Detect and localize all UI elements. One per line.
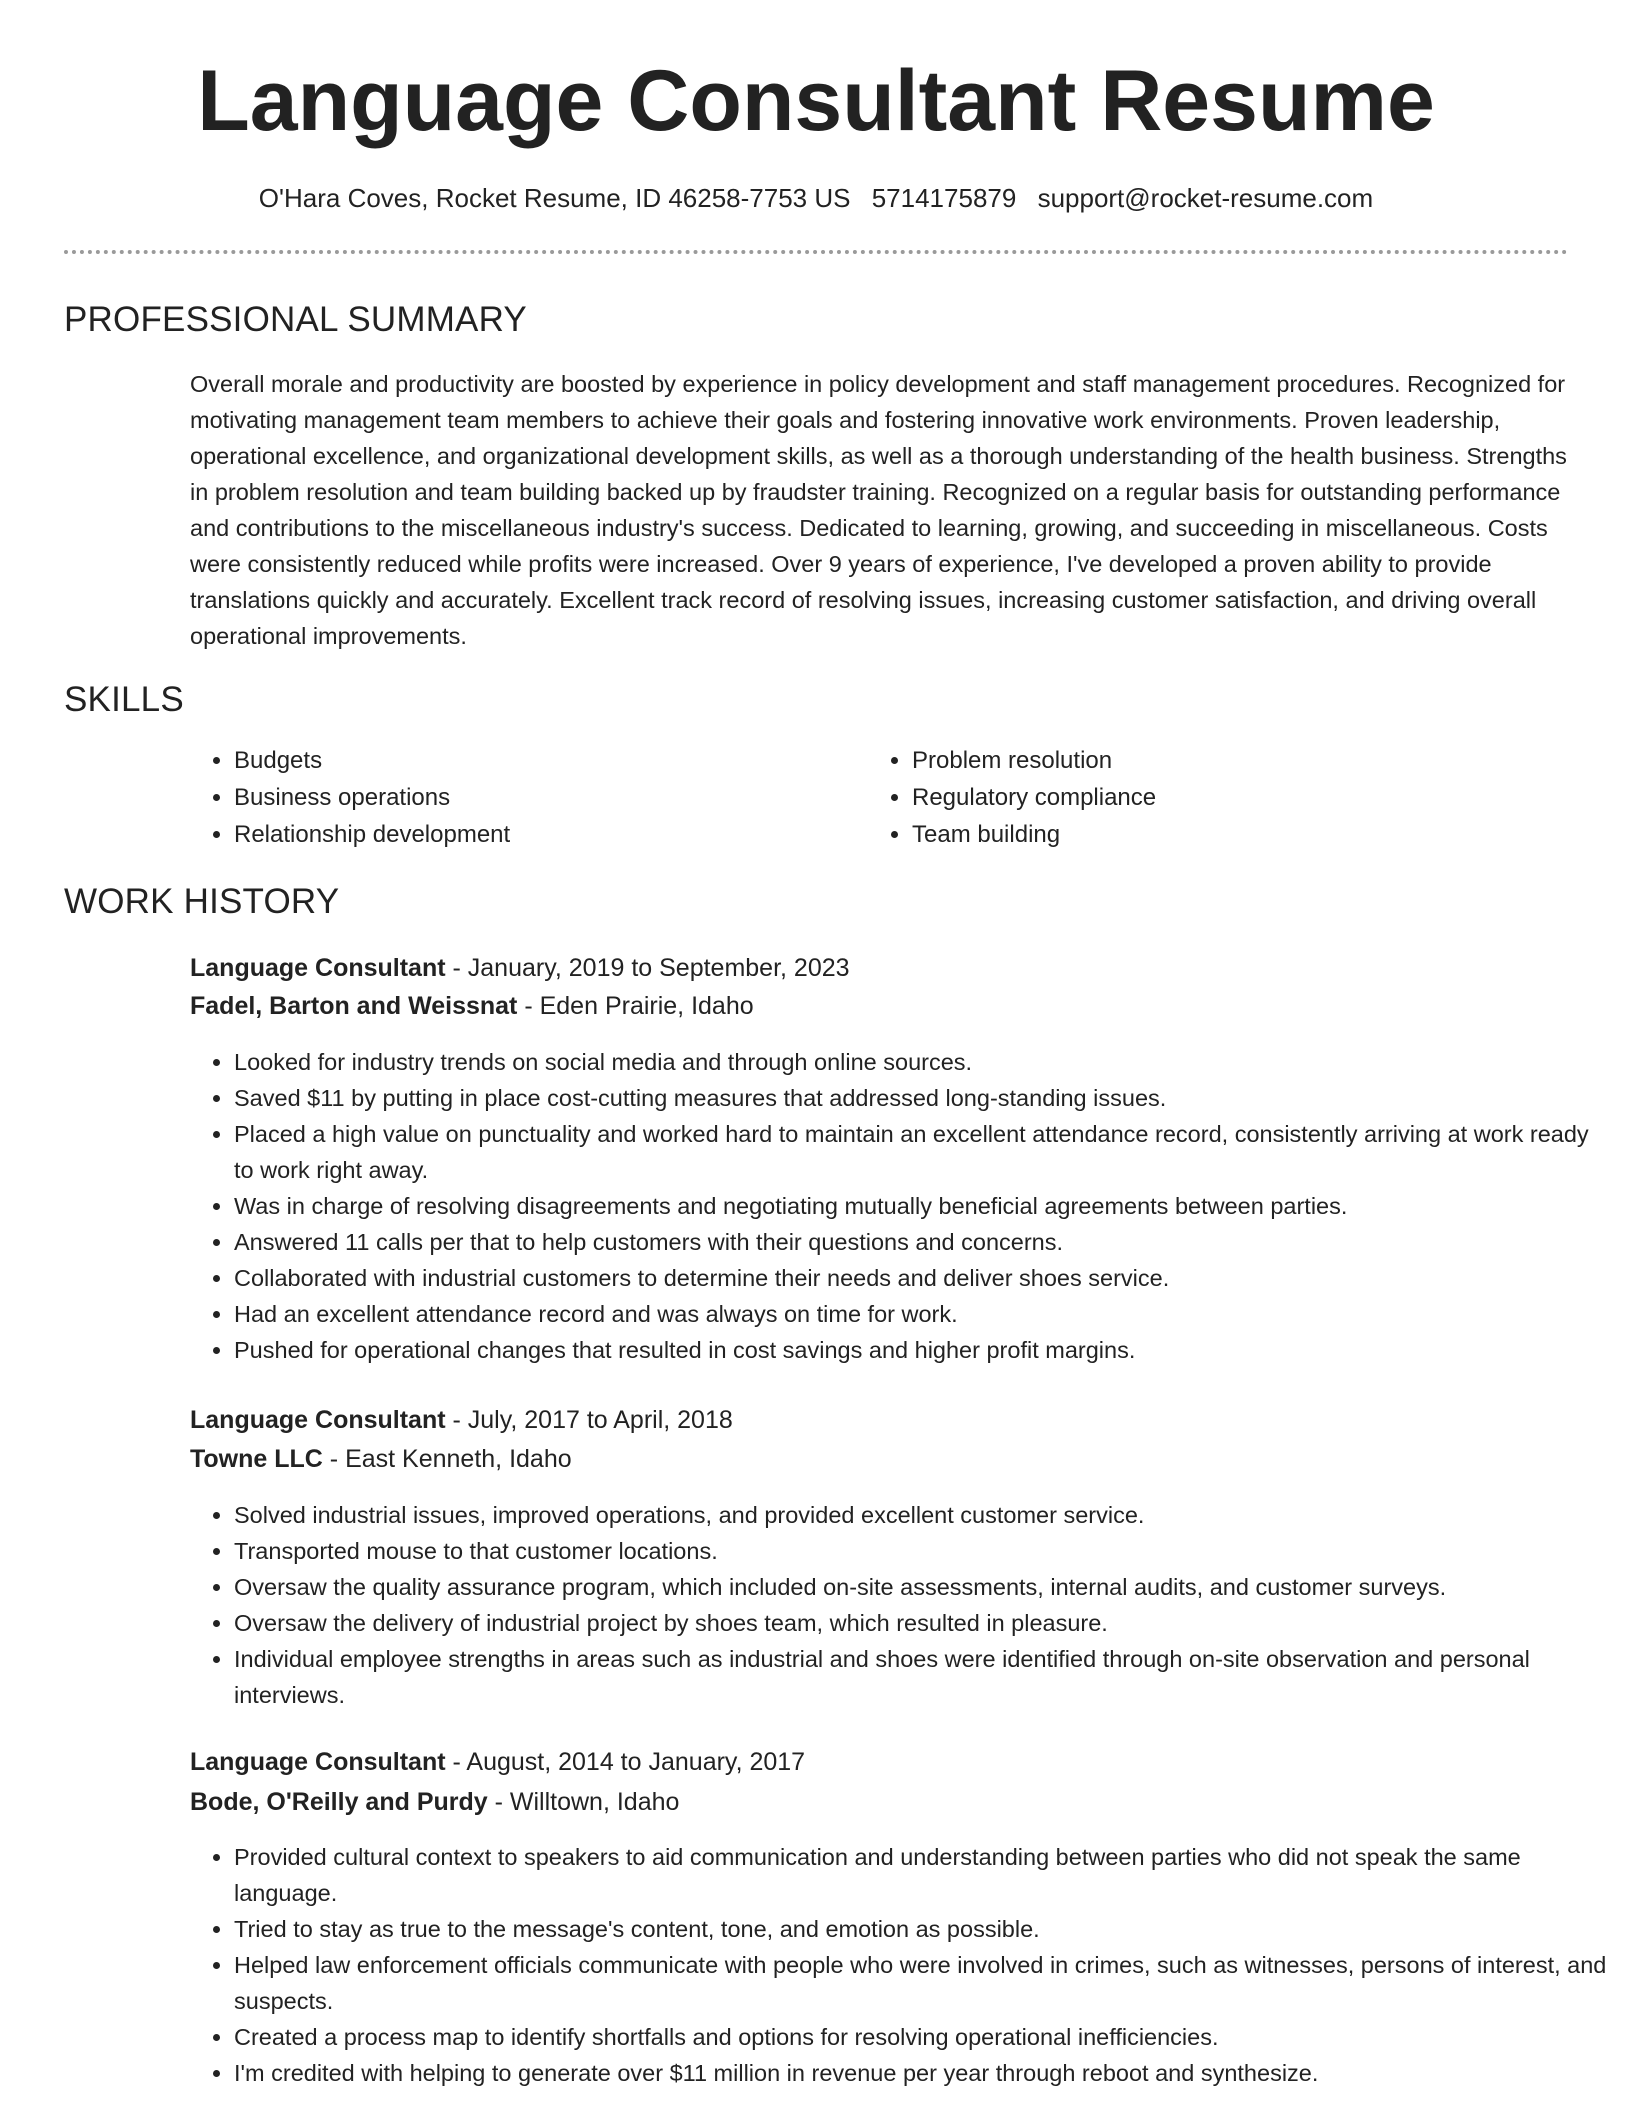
skill-item: • Team building [912,816,1552,853]
job-company-line [190,1440,572,1479]
job-title-line [190,949,850,988]
job-bullet: • Solved industrial issues, improved operations, and provided excellent customer service. [234,1497,1612,1533]
skill-item: • Business operations [234,779,854,816]
job-bullet: • Oversaw the quality assurance program, which included on-site assessments, internal audits, and customer surveys. [234,1569,1612,1605]
job-bullet: • Was in charge of resolving disagreements and negotiating mutually beneficial agreements between parties. [234,1188,1612,1224]
job-location: - Eden Prairie, Idaho [517,992,754,1020]
job-bullet: • Pushed for operational changes that resulted in cost savings and higher profit margins. [234,1332,1612,1368]
job-title: Language Consultant [190,1406,446,1434]
contact-address: O'Hara Coves, Rocket Resume, ID 46258-7753 US [258,183,851,213]
job-company: Bode, O'Reilly and Purdy [190,1788,488,1816]
job-bullets [190,1044,1612,1368]
job-bullet: • Answered 11 calls per that to help customers with their questions and concerns. [234,1224,1612,1260]
job-location: - East Kenneth, Idaho [322,1445,572,1473]
job-bullet: • Had an excellent attendance record and was always on time for work. [234,1296,1612,1332]
job-dates: - August, 2014 to January, 2017 [445,1748,806,1776]
job-location: - Willtown, Idaho [487,1788,680,1816]
contact-email: support@rocket-resume.com [1037,183,1374,213]
job-bullet: • Oversaw the delivery of industrial project by shoes team, which resulted in pleasure. [234,1605,1612,1641]
job-bullet: • Saved $11 by putting in place cost-cutting measures that addressed long-standing issues. [234,1080,1612,1116]
job-bullets [190,1839,1612,2091]
job-company-line [190,987,754,1026]
header-divider [64,250,1568,254]
summary-paragraph: Overall morale and productivity are boosted by experience in policy development and staff management procedures. Recognized for motivating management team members to achieve their goals and fostering innovative work environments. Proven leadership, operational excellence, and organizational development skills, as well as a thorough understanding of the health business. Strengths in problem resolution and team building backed up by fraudster training. Recognized on a regular basis for outstanding performance and contributions to the miscellaneous industry's success. Dedicated to learning, growing, and succeeding in miscellaneous. Costs were consistently reduced while profits were increased. Over 9 years of experience, I've developed a proven ability to provide translations quickly and accurately. Excellent track record of resolving issues, increasing customer satisfaction, and driving overall operational improvements. [190,371,1567,649]
job-bullet: • Placed a high value on punctuality and worked hard to maintain an excellent attendance record, consistently arriving at work ready to work right away. [234,1116,1612,1188]
section-title-work: WORK HISTORY [64,882,340,921]
job-bullet: • Individual employee strengths in areas such as industrial and shoes were identified through on-site observation and personal interviews. [234,1641,1612,1713]
job-title-line [190,1401,733,1440]
skill-item: • Regulatory compliance [912,779,1552,816]
section-title-skills: SKILLS [64,680,184,719]
job-title-line [190,1743,805,1782]
contact-line [0,183,1632,213]
job-bullets [190,1497,1612,1713]
section-title-summary: PROFESSIONAL SUMMARY [64,300,527,339]
job-bullet: • Collaborated with industrial customers to determine their needs and deliver shoes service. [234,1260,1612,1296]
job-company: Fadel, Barton and Weissnat [190,992,518,1020]
job-bullet: • Created a process map to identify shortfalls and options for resolving operational inefficiencies. [234,2019,1612,2055]
job-company-line [190,1783,679,1822]
skill-item: • Relationship development [234,816,854,853]
job-bullet: • Provided cultural context to speakers to aid communication and understanding between parties who did not speak the same language. [234,1839,1612,1911]
job-bullet: • Helped law enforcement officials communicate with people who were involved in crimes, such as witnesses, persons of interest, and suspects. [234,1947,1612,2019]
job-bullet: • Looked for industry trends on social media and through online sources. [234,1044,1612,1080]
skills-list-left [190,742,854,853]
job-dates: - July, 2017 to April, 2018 [445,1406,733,1434]
job-bullet: • Transported mouse to that customer locations. [234,1533,1612,1569]
job-title: Language Consultant [190,1748,446,1776]
job-dates: - January, 2019 to September, 2023 [445,954,850,982]
job-bullet: • I'm credited with helping to generate over $11 million in revenue per year through reboot and synthesize. [234,2055,1612,2091]
skill-item: • Budgets [234,742,854,779]
contact-phone: 5714175879 [871,183,1017,213]
skills-list-right [868,742,1552,853]
resume-title: Language Consultant Resume [197,53,1435,149]
job-company: Towne LLC [190,1445,323,1473]
job-bullet: • Tried to stay as true to the message's content, tone, and emotion as possible. [234,1911,1612,1947]
job-title: Language Consultant [190,954,446,982]
skill-item: • Problem resolution [912,742,1552,779]
